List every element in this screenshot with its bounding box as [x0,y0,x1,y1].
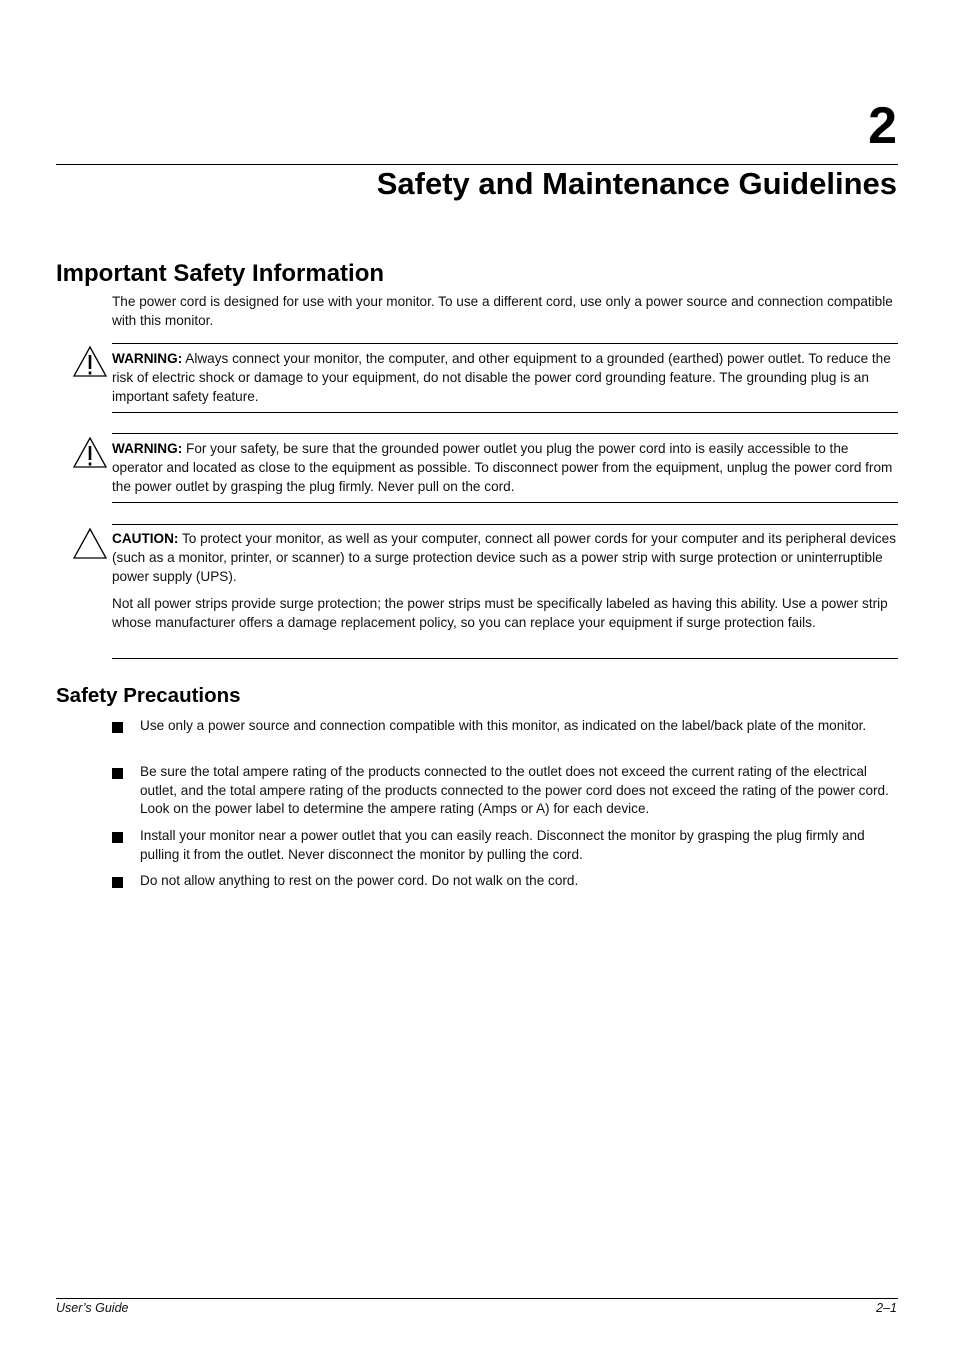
list-item: Install your monitor near a power outlet that you can easily reach. Disconnect the monitor by grasping the plug firmly and pulling it from the outlet. Never disconnect the monitor by pulling the cord. [140,828,865,862]
list-item: Be sure the total ampere rating of the products connected to the outlet does not exceed the current rating of the electrical outlet, and the total ampere rating of the products connected to the power cord does not exceed the rating of the power cord. Look on the power label to determine the ampere rating (Amps or A) for each device. [140,764,889,816]
warning-notice-outlet [112,439,898,496]
list-item: Do not allow anything to rest on the power cord. Do not walk on the cord. [140,873,579,888]
footer-page-number: 2–1 [876,1301,897,1315]
notice-top-rule [112,343,898,344]
section-heading: Important Safety Information [56,260,385,287]
notice-top-rule [112,433,898,434]
notice-label: WARNING: [112,351,183,366]
list-bullet [112,832,123,843]
chapter-title: Safety and Maintenance Guidelines [376,166,897,201]
list-bullet [112,768,123,779]
footer-divider [56,1298,898,1299]
notice-label: WARNING: [112,441,183,456]
notice-bottom-rule [112,658,898,659]
warning-icon [72,345,108,379]
chapter-number: 2 [868,97,897,155]
notice-top-rule [112,524,898,525]
caution-notice-surge [112,529,898,586]
notice-bottom-rule [112,412,898,413]
precautions-heading: Safety Precautions [56,684,241,707]
list-bullet [112,722,123,733]
footer-doc-title: User’s Guide [56,1301,129,1315]
warning-notice-grounding [112,349,898,406]
notice-body: Always connect your monitor, the computer, and other equipment to a grounded (earthed) power outlet. To reduce the risk of electric shock or damage to your equipment, do not disable the power cord grounding feature. The grounding plug is an important safety feature. [112,351,891,404]
notice-body: To protect your monitor, as well as your computer, connect all power cords for your computer and its peripheral devices (such as a monitor, printer, or scanner) to a surge protection device such as a power strip with surge protection or uninterruptible power supply (UPS). [112,531,896,584]
notice-label: CAUTION: [112,531,179,546]
notice-body: For your safety, be sure that the grounded power outlet you plug the power cord into is easily accessible to the operator and located as close to the equipment as possible. To disconnect power from the equipment, unplug the power cord from the power outlet by grasping the plug firmly. Never pull on the cord. [112,441,893,494]
caution-notice-extra: Not all power strips provide surge protection; the power strips must be specifically labeled as having this ability. Use a power strip whose manufacturer offers a damage replacement policy, so you can replace your equipment if surge protection fails. [112,596,888,630]
intro-paragraph: The power cord is designed for use with your monitor. To use a different cord, use only a power source and connection compatible with this monitor. [112,294,893,328]
list-bullet [112,877,123,888]
warning-icon [72,436,108,470]
list-item: Use only a power source and connection compatible with this monitor, as indicated on the label/back plate of the monitor. [140,718,867,733]
notice-bottom-rule [112,502,898,503]
caution-icon [72,527,108,561]
